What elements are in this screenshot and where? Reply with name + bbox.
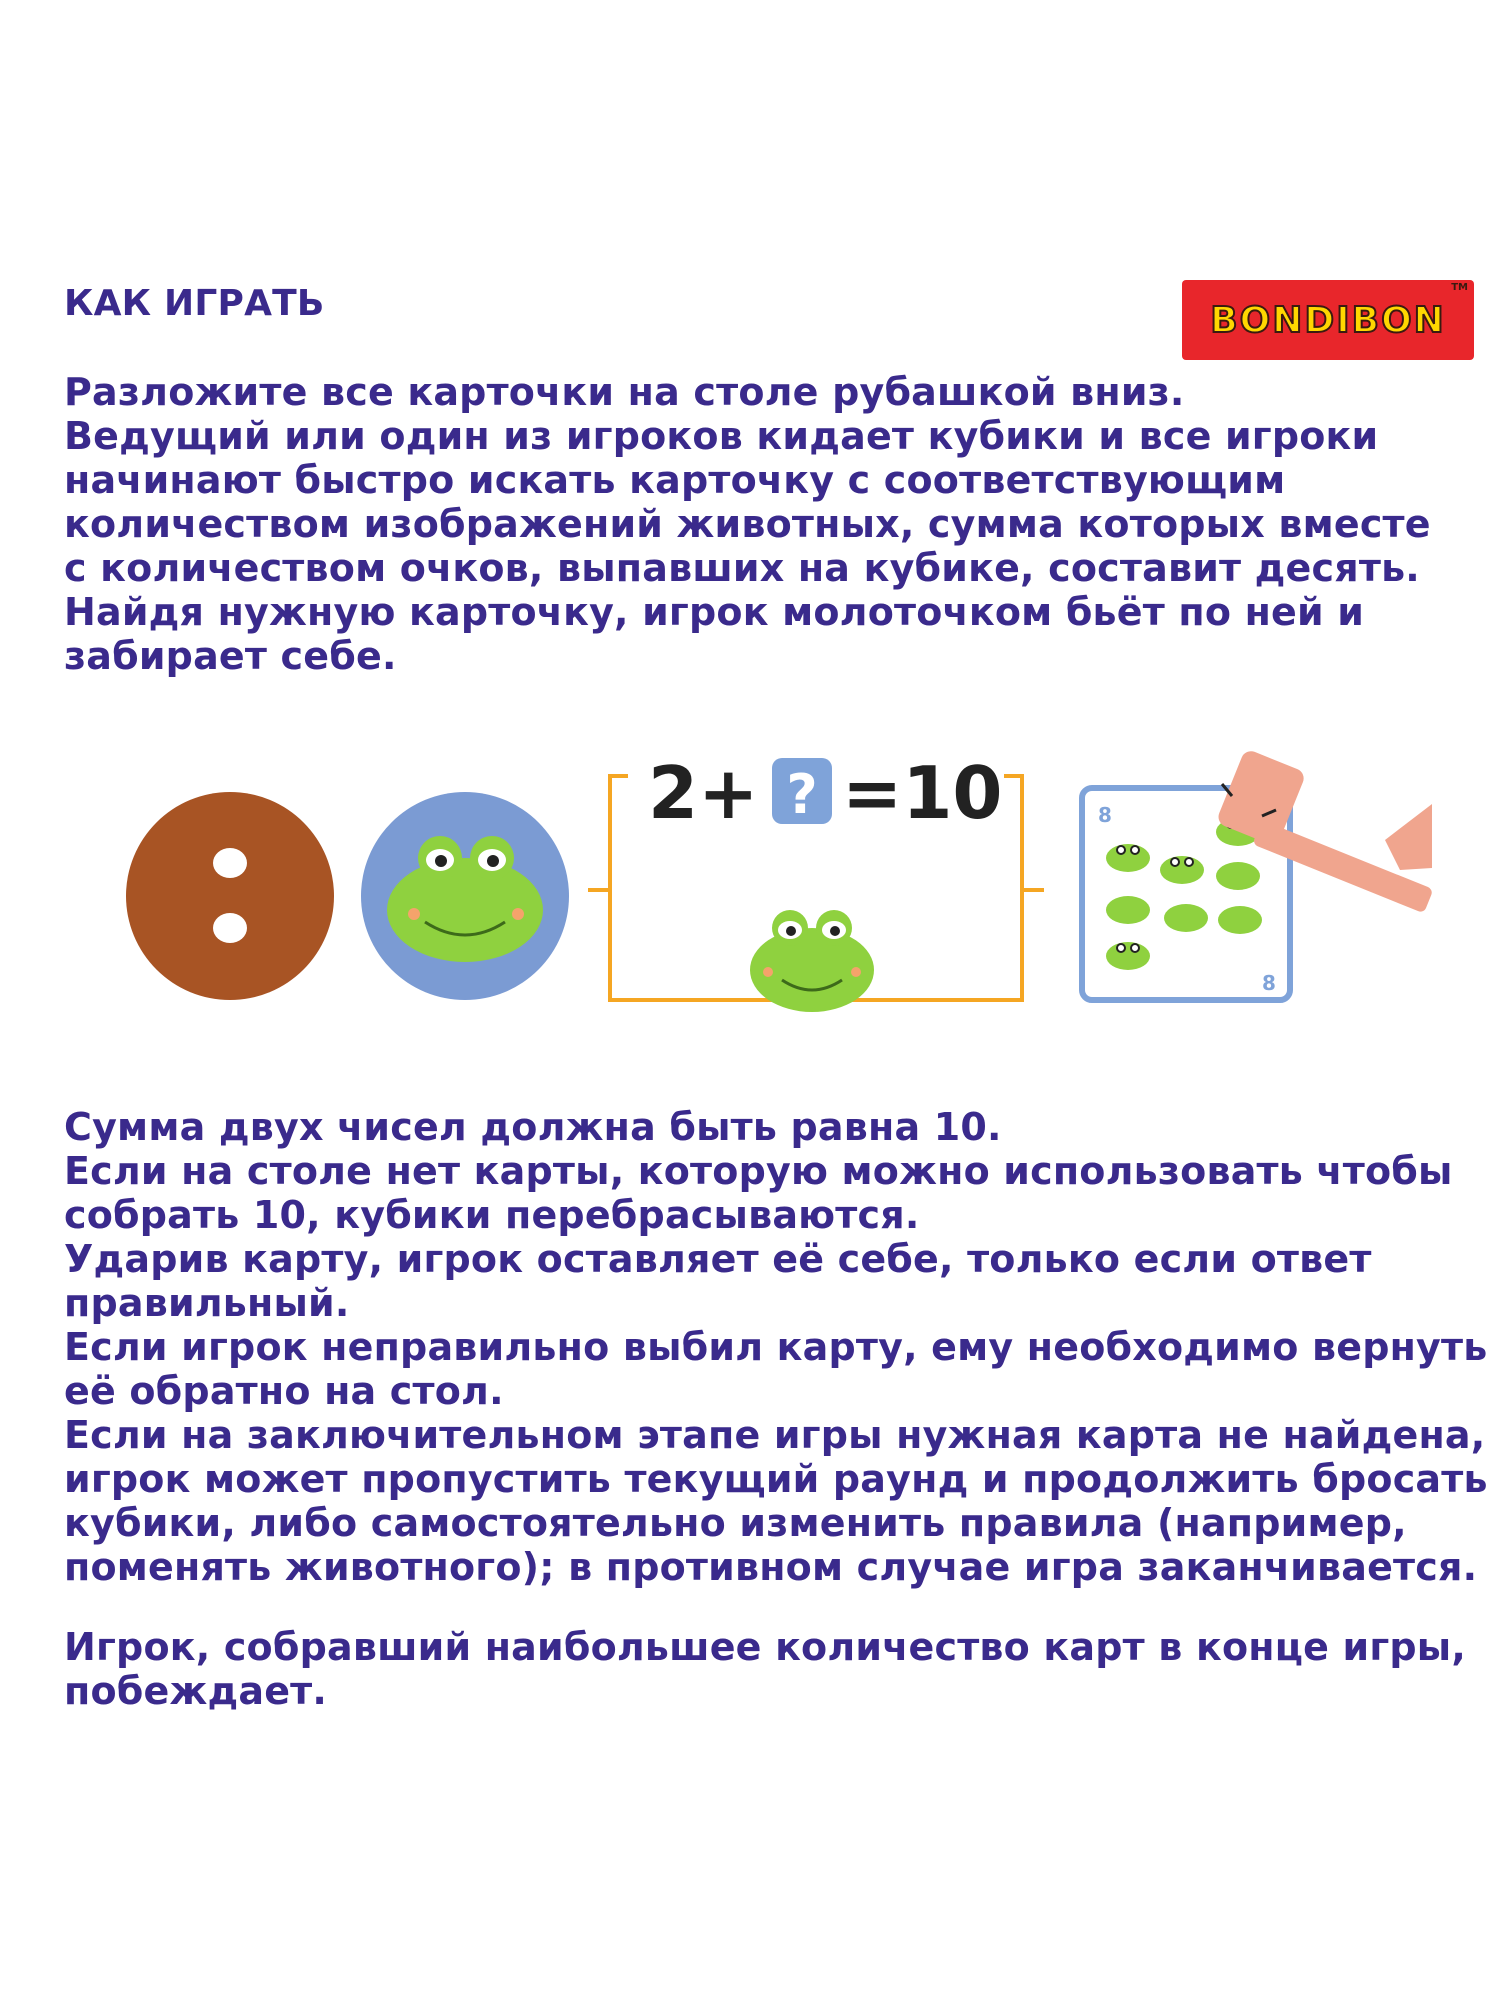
rules-line: собрать 10, кубики перебрасываются. [64,1193,920,1237]
rules-line: Если на заключительном этапе игры нужная карта не найдена, [64,1413,1486,1457]
rules-line: Ударив карту, игрок оставляет её себе, только если ответ [64,1237,1372,1281]
rules-line: Если игрок неправильно выбил карту, ему необходимо вернуть [64,1325,1488,1369]
outro-paragraph [64,1625,1484,1713]
intro-paragraph [64,370,1464,678]
intro-line: начинают быстро искать карточку с соответствующим [64,458,1286,502]
outro-line: Игрок, собравший наибольшее количество карт в конце игры, [64,1625,1466,1669]
intro-line: Найдя нужную карточку, игрок молоточком бьёт по ней и [64,590,1365,634]
equation-left: 2+ [648,751,759,835]
die-two-icon [126,792,334,1000]
card-corner-top: 8 [1098,803,1112,827]
rules-line: кубики, либо самостоятельно изменить правила (например, [64,1501,1407,1545]
rules-paragraph [64,1105,1488,1589]
rules-line: её обратно на стол. [64,1369,504,1413]
intro-line: количеством изображений животных, сумма которых вместе [64,502,1431,546]
equation [648,751,1003,835]
game-illustration [0,700,1500,1020]
equation-right: =10 [842,751,1003,835]
rules-line: игрок может пропустить текущий раунд и продолжить бросать [64,1457,1488,1501]
frog-die-icon [361,792,569,1000]
card-corner-bottom: 8 [1262,971,1276,995]
rules-line: Если на столе нет карты, которую можно использовать чтобы [64,1149,1453,1193]
page-title: КАК ИГРАТЬ [64,283,325,324]
rules-line: поменять животного); в противном случае игра заканчивается. [64,1545,1478,1589]
rules-line: правильный. [64,1281,350,1325]
intro-line: забирает себе. [64,634,397,678]
brand-logo [1182,280,1474,360]
rules-line: Сумма двух чисел должна быть равна 10. [64,1105,1002,1149]
intro-line: с количеством очков, выпавших на кубике, составит десять. [64,546,1420,590]
logo-tm: TM [1451,282,1468,293]
intro-line: Разложите все карточки на столе рубашкой вниз. [64,370,1185,414]
intro-line: Ведущий или один из игроков кидает кубики и все игроки [64,414,1379,458]
outro-line: побеждает. [64,1669,328,1713]
frog-icon [750,910,874,1012]
logo-text: BONDIBON [1210,299,1446,341]
equation-unknown: ? [786,763,818,826]
